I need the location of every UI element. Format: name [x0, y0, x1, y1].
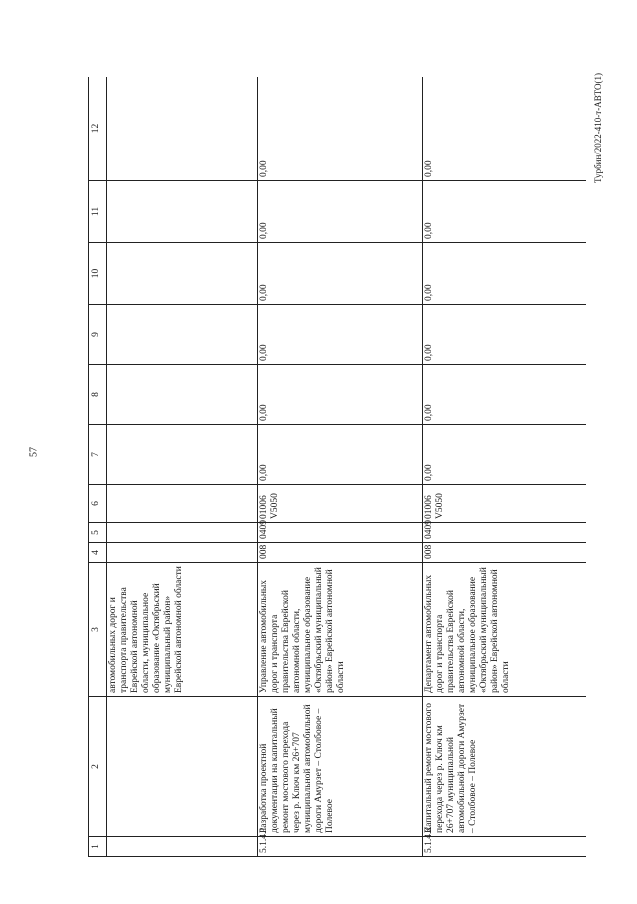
cell-c4: 008: [423, 543, 587, 563]
cell-c11: [107, 181, 258, 243]
col-header-7: 7: [89, 425, 107, 485]
cell-c10: [107, 243, 258, 305]
table-container: [88, 77, 586, 857]
cell-c11: 0,00: [258, 181, 423, 243]
cell-c12: [107, 77, 258, 181]
cell-c6: 01006 V5050: [258, 485, 423, 523]
cell-num: [107, 837, 258, 857]
col-header-10: 10: [89, 243, 107, 305]
col-header-12: 12: [89, 77, 107, 181]
cell-name: Капитальный ремонт мостового перехода через р. Ключ км 26+707 муниципальной автомобильной дороги Амурзет – Столбовое – Полевое: [423, 697, 587, 837]
col-header-5: 5: [89, 523, 107, 543]
cell-executor: автомобильных дорог и транспорта правительства Еврейской автономной области, муниципальное образование «Октябрьский муниципальный район» Еврейской автономной области: [107, 563, 258, 697]
document-code: Турбин/2022-410-т-АВТО(1): [593, 73, 603, 183]
col-header-2: 2: [89, 697, 107, 837]
header-row: [89, 77, 107, 857]
cell-num: 5.1.4.2: [423, 837, 587, 857]
cell-c7: [107, 425, 258, 485]
col-header-1: 1: [89, 837, 107, 857]
cell-name: Разработка проектной документации на капитальный ремонт мостового перехода через р. Ключ км 26+707 муниципальной автомобильной дороги Амурзет – Столбовое – Полевое: [258, 697, 423, 837]
cell-c5: [107, 523, 258, 543]
cell-c9: 0,00: [258, 305, 423, 365]
col-header-11: 11: [89, 181, 107, 243]
cell-name: [107, 697, 258, 837]
cell-c8: [107, 365, 258, 425]
col-header-4: 4: [89, 543, 107, 563]
cell-executor: Департамент автомобильных дорог и транспорта правительства Еврейской автономной области, муниципальное образование «Октябрьский муниципальный район» Еврейской автономной области: [423, 563, 587, 697]
cell-c5: 0409: [258, 523, 423, 543]
table-row: [258, 77, 423, 857]
cell-c12: 0,00: [423, 77, 587, 181]
col-header-6: 6: [89, 485, 107, 523]
cell-c4: [107, 543, 258, 563]
cell-c9: 0,00: [423, 305, 587, 365]
cell-num: 5.1.4.1: [258, 837, 423, 857]
table-row-continuation: [107, 77, 258, 857]
cell-c8: 0,00: [423, 365, 587, 425]
cell-c11: 0,00: [423, 181, 587, 243]
col-header-3: 3: [89, 563, 107, 697]
col-header-8: 8: [89, 365, 107, 425]
cell-executor: Управление автомобильных дорог и транспорта правительства Еврейской автономной области, муниципальное образование «Октябрьский муниципальный район» Еврейской автономной области: [258, 563, 423, 697]
cell-c12: 0,00: [258, 77, 423, 181]
cell-c8: 0,00: [258, 365, 423, 425]
cell-c4: 008: [258, 543, 423, 563]
page-number: 57: [28, 447, 40, 457]
cell-c9: [107, 305, 258, 365]
cell-c10: 0,00: [258, 243, 423, 305]
cell-c7: 0,00: [258, 425, 423, 485]
cell-c6: [107, 485, 258, 523]
cell-c10: 0,00: [423, 243, 587, 305]
cell-c5: 0409: [423, 523, 587, 543]
col-header-9: 9: [89, 305, 107, 365]
cell-c7: 0,00: [423, 425, 587, 485]
cell-c6: 01006 V5050: [423, 485, 587, 523]
budget-table: [88, 77, 586, 857]
table-row: [423, 77, 587, 857]
